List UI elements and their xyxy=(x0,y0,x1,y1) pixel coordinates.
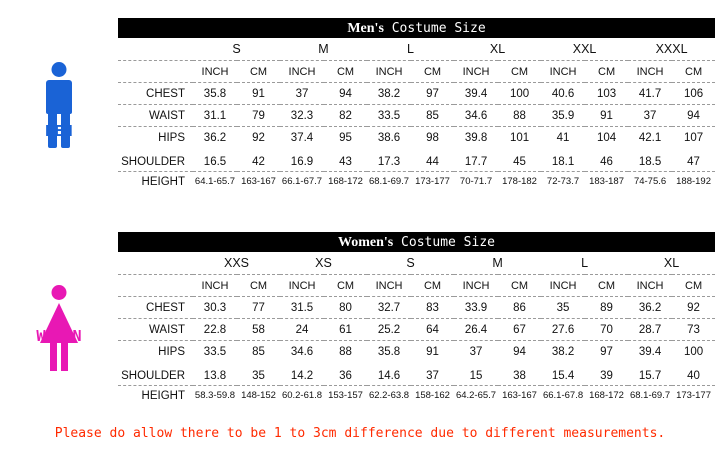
cell: 64.2-65.7 xyxy=(455,390,497,401)
cell: 58.3-59.8 xyxy=(194,390,236,401)
size-header-m: M xyxy=(280,38,367,61)
womens-title-rest: Costume Size xyxy=(393,235,495,250)
cell: 42 xyxy=(237,152,280,172)
unit-inch: INCH xyxy=(541,61,585,83)
cell: 35.8 xyxy=(193,83,237,105)
cell: 16.9 xyxy=(280,152,324,172)
row-label-hips: HIPS xyxy=(158,345,185,358)
cell: 32.3 xyxy=(280,105,324,127)
cell: 85 xyxy=(411,105,454,127)
cell: 89 xyxy=(585,297,628,319)
cell: 18.5 xyxy=(628,152,672,172)
cell: 173-177 xyxy=(676,390,711,401)
cell: 39 xyxy=(585,366,628,386)
cell: 43 xyxy=(324,152,367,172)
cell: 31.1 xyxy=(193,105,237,127)
table-row xyxy=(118,172,715,192)
table-row xyxy=(118,366,715,386)
cell: 15.4 xyxy=(541,366,585,386)
row-label-hips: HIPS xyxy=(158,131,185,144)
cell: 30.3 xyxy=(193,297,237,319)
cell: 26.4 xyxy=(454,319,498,341)
unit-cm: CM xyxy=(672,61,715,83)
cell: 18.1 xyxy=(541,152,585,172)
cell: 79 xyxy=(237,105,280,127)
cell: 31.5 xyxy=(280,297,324,319)
cell: 100 xyxy=(683,345,704,358)
cell: 34.6 xyxy=(290,345,314,358)
cell: 92 xyxy=(252,131,265,144)
table-row xyxy=(118,83,715,105)
table-row xyxy=(118,38,715,61)
cell: 72-73.7 xyxy=(546,176,580,187)
cell: 41 xyxy=(556,131,570,144)
cell: 36.2 xyxy=(628,297,672,319)
cell: 70 xyxy=(585,319,628,341)
cell: 95 xyxy=(339,131,352,144)
cell: 60.2-61.8 xyxy=(281,390,323,401)
cell: 40.6 xyxy=(541,83,585,105)
table-row xyxy=(118,386,715,406)
cell: 68.1-69.7 xyxy=(368,176,410,187)
cell: 39.4 xyxy=(454,83,498,105)
cell: 88 xyxy=(498,105,541,127)
cell: 17.7 xyxy=(454,152,498,172)
cell: 41.7 xyxy=(628,83,672,105)
cell: 158-162 xyxy=(415,390,450,401)
women-label: WOMEN xyxy=(36,327,82,345)
cell: 178-182 xyxy=(502,176,537,187)
men-label: MEN xyxy=(45,122,73,140)
unit-corner-cell xyxy=(118,61,193,83)
cell: 27.6 xyxy=(541,319,585,341)
measurement-note: Please do allow there to be 1 to 3cm difference due to different measurements. xyxy=(54,426,666,441)
cell: 67 xyxy=(498,319,541,341)
cell: 168-172 xyxy=(328,176,363,187)
unit-inch: INCH xyxy=(280,61,324,83)
cell: 94 xyxy=(324,83,367,105)
cell: 94 xyxy=(672,105,715,127)
size-header-xxl: XXL xyxy=(541,38,628,61)
cell: 92 xyxy=(672,297,715,319)
size-header-xxxl: XXXL xyxy=(628,38,715,61)
mens-table-title xyxy=(118,18,715,38)
cell: 39.4 xyxy=(638,345,662,358)
size-header-l: L xyxy=(367,38,454,61)
table-row xyxy=(118,105,715,127)
cell: 80 xyxy=(324,297,367,319)
cell: 35.9 xyxy=(541,105,585,127)
cell: 101 xyxy=(509,131,530,144)
cell: 44 xyxy=(411,152,454,172)
cell: 163-167 xyxy=(502,390,537,401)
unit-inch: INCH xyxy=(454,275,498,297)
cell: 188-192 xyxy=(676,176,711,187)
table-row xyxy=(118,127,715,149)
cell: 82 xyxy=(324,105,367,127)
cell: 100 xyxy=(498,83,541,105)
womens-size-table-block xyxy=(118,232,715,405)
size-header-xxs: XXS xyxy=(193,252,280,275)
cell: 38.6 xyxy=(377,131,401,144)
cell: 88 xyxy=(339,345,352,358)
cell: 91 xyxy=(426,345,439,358)
cell: 16.5 xyxy=(193,152,237,172)
cell: 35 xyxy=(541,297,585,319)
cell: 28.7 xyxy=(628,319,672,341)
cell: 33.5 xyxy=(203,345,227,358)
size-header-s: S xyxy=(367,252,454,275)
unit-cm: CM xyxy=(585,61,628,83)
table-row xyxy=(118,252,715,275)
cell: 94 xyxy=(513,345,526,358)
corner-cell xyxy=(118,252,193,275)
cell: 86 xyxy=(498,297,541,319)
cell: 32.7 xyxy=(367,297,411,319)
unit-cm: CM xyxy=(324,61,367,83)
mens-size-table-block xyxy=(118,18,715,191)
cell: 66.1-67.7 xyxy=(281,176,323,187)
unit-cm: CM xyxy=(324,275,367,297)
cell: 85 xyxy=(252,345,265,358)
cell: 46 xyxy=(585,152,628,172)
table-row xyxy=(118,275,715,297)
women-figure xyxy=(0,285,118,345)
men-figure xyxy=(0,62,118,140)
cell: 37 xyxy=(628,105,672,127)
cell: 35 xyxy=(237,366,280,386)
cell: 38.2 xyxy=(367,83,411,105)
womens-title-bold: Women's xyxy=(338,235,394,250)
cell: 77 xyxy=(237,297,280,319)
cell: 148-152 xyxy=(241,390,276,401)
cell: 163-167 xyxy=(241,176,276,187)
figure-column xyxy=(0,0,118,450)
size-header-xl: XL xyxy=(454,38,541,61)
cell: 64.1-65.7 xyxy=(194,176,236,187)
cell: 173-177 xyxy=(415,176,450,187)
cell: 74-75.6 xyxy=(633,176,667,187)
unit-cm: CM xyxy=(411,61,454,83)
cell: 24 xyxy=(280,319,324,341)
unit-cm: CM xyxy=(237,275,280,297)
cell: 153-157 xyxy=(328,390,363,401)
cell: 106 xyxy=(672,83,715,105)
cell: 73 xyxy=(672,319,715,341)
cell: 25.2 xyxy=(367,319,411,341)
cell: 68.1-69.7 xyxy=(629,390,671,401)
size-header-l: L xyxy=(541,252,628,275)
cell: 36.2 xyxy=(203,131,227,144)
cell: 62.2-63.8 xyxy=(368,390,410,401)
cell: 37 xyxy=(411,366,454,386)
unit-cm: CM xyxy=(498,61,541,83)
row-label-waist: WAIST xyxy=(118,319,193,341)
size-header-xs: XS xyxy=(280,252,367,275)
size-header-m: M xyxy=(454,252,541,275)
cell: 64 xyxy=(411,319,454,341)
cell: 91 xyxy=(237,83,280,105)
cell: 83 xyxy=(411,297,454,319)
cell: 39.8 xyxy=(464,131,488,144)
cell: 15 xyxy=(454,366,498,386)
cell: 33.9 xyxy=(454,297,498,319)
womens-size-table xyxy=(118,252,715,405)
cell: 40 xyxy=(672,366,715,386)
cell: 107 xyxy=(683,131,704,144)
table-row xyxy=(118,319,715,341)
unit-inch: INCH xyxy=(454,61,498,83)
unit-inch: INCH xyxy=(628,61,672,83)
row-label-chest: CHEST xyxy=(118,297,193,319)
cell: 168-172 xyxy=(589,390,624,401)
cell: 91 xyxy=(585,105,628,127)
cell: 97 xyxy=(600,345,613,358)
cell: 61 xyxy=(324,319,367,341)
cell: 36 xyxy=(324,366,367,386)
unit-cm: CM xyxy=(498,275,541,297)
cell: 47 xyxy=(672,152,715,172)
unit-inch: INCH xyxy=(193,275,237,297)
unit-corner-cell xyxy=(118,275,193,297)
cell: 45 xyxy=(498,152,541,172)
cell: 38.2 xyxy=(551,345,575,358)
table-row xyxy=(118,341,715,363)
unit-cm: CM xyxy=(411,275,454,297)
cell: 17.3 xyxy=(367,152,411,172)
row-label-shoulder: SHOULDER xyxy=(118,366,193,386)
cell: 183-187 xyxy=(589,176,624,187)
corner-cell xyxy=(118,38,193,61)
cell: 66.1-67.8 xyxy=(542,390,584,401)
cell: 34.6 xyxy=(454,105,498,127)
size-header-s: S xyxy=(193,38,280,61)
row-label-shoulder: SHOULDER xyxy=(118,152,193,172)
cell: 103 xyxy=(585,83,628,105)
mens-size-table xyxy=(118,38,715,191)
cell: 37 xyxy=(469,345,483,358)
cell: 14.2 xyxy=(280,366,324,386)
unit-inch: INCH xyxy=(280,275,324,297)
row-label-chest: CHEST xyxy=(118,83,193,105)
unit-inch: INCH xyxy=(367,61,411,83)
unit-cm: CM xyxy=(585,275,628,297)
row-label-waist: WAIST xyxy=(118,105,193,127)
table-row xyxy=(118,152,715,172)
unit-inch: INCH xyxy=(628,275,672,297)
unit-inch: INCH xyxy=(367,275,411,297)
womens-table-title xyxy=(118,232,715,252)
mens-title-rest: Costume Size xyxy=(383,21,486,36)
unit-cm: CM xyxy=(672,275,715,297)
cell: 15.7 xyxy=(628,366,672,386)
row-label-height: HEIGHT xyxy=(141,389,185,402)
row-label-height: HEIGHT xyxy=(141,175,185,188)
cell: 42.1 xyxy=(638,131,662,144)
unit-inch: INCH xyxy=(541,275,585,297)
cell: 22.8 xyxy=(193,319,237,341)
cell: 35.8 xyxy=(377,345,401,358)
cell: 98 xyxy=(426,131,439,144)
cell: 58 xyxy=(237,319,280,341)
cell: 37.4 xyxy=(290,131,314,144)
cell: 37 xyxy=(280,83,324,105)
cell: 38 xyxy=(498,366,541,386)
cell: 13.8 xyxy=(193,366,237,386)
table-row xyxy=(118,61,715,83)
cell: 33.5 xyxy=(367,105,411,127)
cell: 104 xyxy=(596,131,617,144)
mens-title-bold: Men's xyxy=(347,21,384,36)
unit-inch: INCH xyxy=(193,61,237,83)
cell: 70-71.7 xyxy=(459,176,493,187)
cell: 97 xyxy=(411,83,454,105)
unit-cm: CM xyxy=(237,61,280,83)
size-header-xl: XL xyxy=(628,252,715,275)
table-row xyxy=(118,297,715,319)
cell: 14.6 xyxy=(367,366,411,386)
